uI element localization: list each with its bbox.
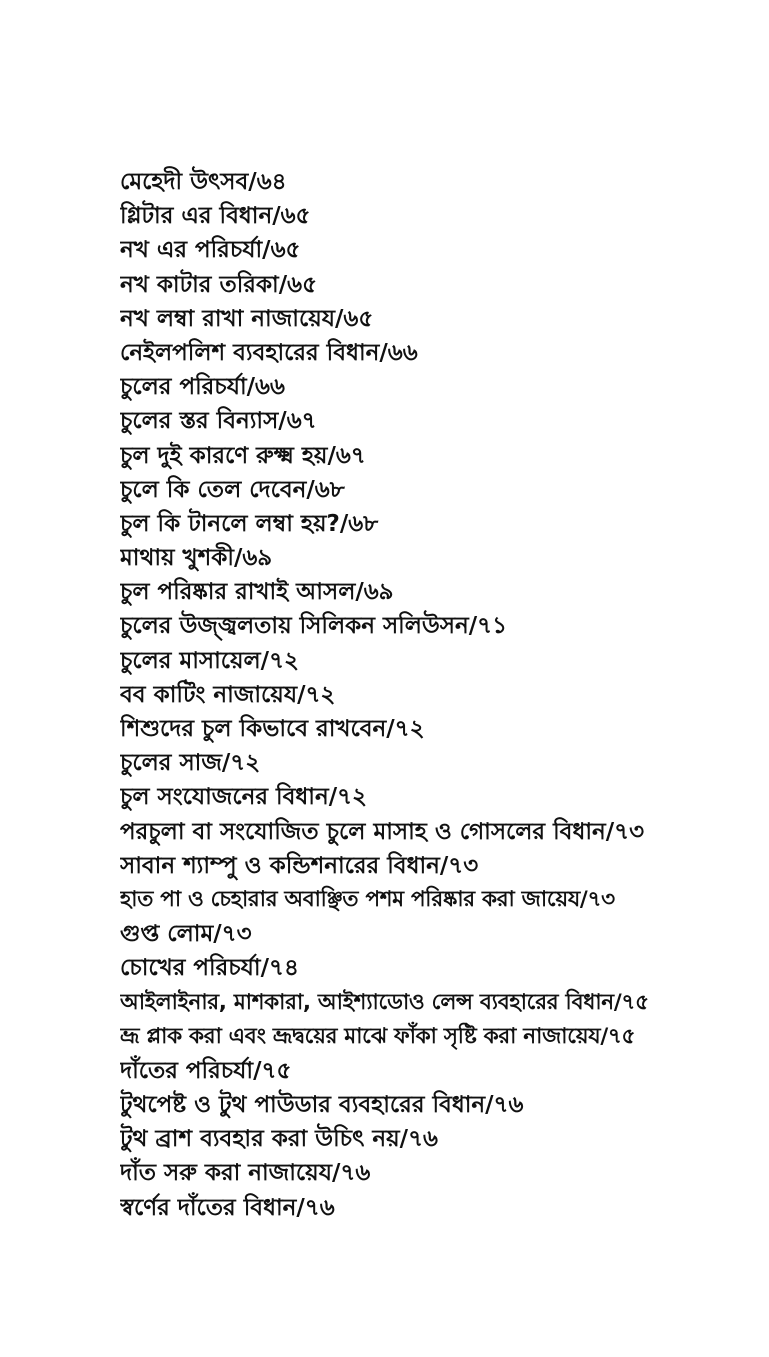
toc-entry: পরচুলা বা সংযোজিত চুলে মাসাহ ও গোসলের বিধান/৭৩ <box>120 818 645 845</box>
toc-entry: গ্লিটার এর বিধান/৬৫ <box>120 203 311 230</box>
toc-entry: মেহেদী উৎসব/৬৪ <box>120 169 287 195</box>
toc-entry: গুপ্ত লোম/৭৩ <box>120 921 252 948</box>
toc-entry: নখ এর পরিচর্যা/৬৫ <box>120 237 301 264</box>
toc-entry: টুথপেষ্ট ও টুথ পাউডার ব্যবহারের বিধান/৭৬ <box>120 1092 524 1119</box>
toc-entry: চুলের মাসায়েল/৭২ <box>120 647 299 674</box>
toc-entry: টুথ ব্রাশ ব্যবহার করা উচিৎ নয়/৭৬ <box>120 1126 438 1153</box>
toc-entry: চুলের উজ্জ্বলতায় সিলিকন সলিউসন/৭১ <box>120 613 507 640</box>
toc-entry: ভ্রূ প্লাক করা এবং ভ্রূদ্বয়ের মাঝে ফাঁকা সৃষ্টি করা নাজায়েয/৭৫ <box>120 1023 636 1049</box>
toc-entry: নখ কাটার তরিকা/৬৫ <box>120 271 317 298</box>
toc-entry: নখ লম্বা রাখা নাজায়েয/৬৫ <box>120 305 374 332</box>
toc-entry: চুলের সাজ/৭২ <box>120 750 261 777</box>
table-of-contents <box>120 165 760 1225</box>
toc-entry: বব কাটিং নাজায়েয/৭২ <box>120 681 336 708</box>
toc-entry: স্বর্ণের দাঁতের বিধান/৭৬ <box>120 1194 335 1221</box>
toc-entry: চুল পরিষ্কার রাখাই আসল/৬৯ <box>120 579 394 606</box>
toc-entry: চুল দুই কারণে রুক্ষ্ম হয়/৬৭ <box>120 442 366 469</box>
toc-entry: দাঁতের পরিচর্যা/৭৫ <box>120 1057 292 1084</box>
toc-entry: আইলাইনার, মাশকারা, আইশ্যাডোও লেন্স ব্যবহারের বিধান/৭৫ <box>120 989 649 1015</box>
toc-entry: হাত পা ও চেহারার অবাঞ্ছিত পশম পরিষ্কার করা জায়েয/৭৩ <box>120 886 615 912</box>
toc-entry: চুলের পরিচর্যা/৬৬ <box>120 374 285 401</box>
toc-entry: শিশুদের চুল কিভাবে রাখবেন/৭২ <box>120 716 425 742</box>
toc-entry: চুল কি টানলে লম্বা হয়?/৬৮ <box>120 510 379 537</box>
toc-entry: চুল সংযোজনের বিধান/৭২ <box>120 784 367 811</box>
toc-entry: নেইলপলিশ ব্যবহারের বিধান/৬৬ <box>120 339 418 366</box>
toc-entry: চুলে কি তেল দেবেন/৬৮ <box>120 476 345 503</box>
toc-entry: মাথায় খুশকী/৬৯ <box>120 545 273 572</box>
toc-entry: চোখের পরিচর্যা/৭৪ <box>120 955 299 982</box>
toc-entry: চুলের স্তর বিন্যাস/৬৭ <box>120 408 317 435</box>
toc-entry: সাবান শ্যাম্পু ও কন্ডিশনারের বিধান/৭৩ <box>120 852 479 879</box>
toc-entry: দাঁত সরু করা নাজায়েয/৭৬ <box>120 1160 371 1187</box>
